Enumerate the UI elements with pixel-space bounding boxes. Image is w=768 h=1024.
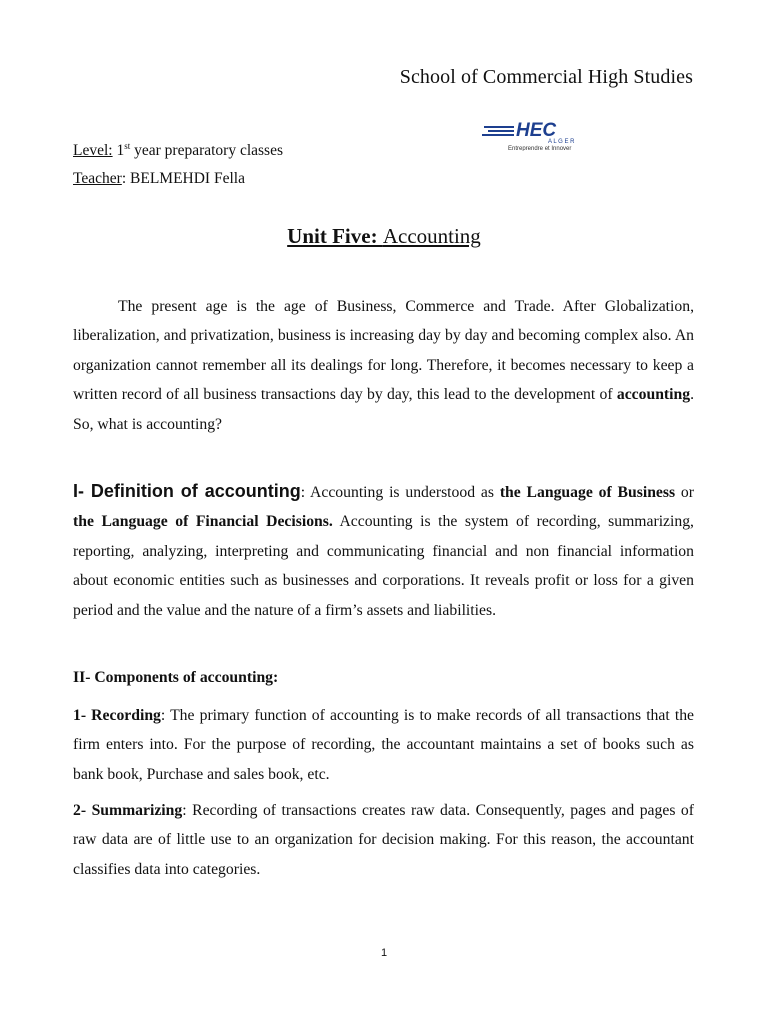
title-prefix: Unit Five: <box>287 224 383 248</box>
title-subject: Accounting <box>382 224 481 248</box>
page-number: 1 <box>380 947 388 959</box>
definition-paragraph <box>73 477 694 625</box>
school-name: School of Commercial High Studies <box>399 66 693 88</box>
definition-heading: I- Definition of accounting <box>73 481 301 501</box>
definition-text-2: or <box>675 484 694 501</box>
level-line <box>73 141 283 160</box>
recording-label: 1- Recording <box>73 707 161 724</box>
definition-bold-2: the Language of Financial Decisions. <box>73 513 333 531</box>
logo-tagline: Entreprendre et Innover <box>508 146 572 151</box>
definition-text-3: Accounting is the system of recording, summarizing, reporting, analyzing, interpreting and communicating financial and non financial information about economic entities such as businesses and corporations. It reveals profit or loss for a given period and the value and the nature of a firm’s assets and liabilities. <box>73 513 694 619</box>
hec-logo-icon <box>482 117 597 151</box>
intro-paragraph <box>73 292 694 439</box>
intro-text-2: . So, what is accounting? <box>73 386 694 433</box>
level-label: Level: <box>73 142 113 160</box>
summarizing-text: : Recording of transactions creates raw data. Consequently, pages and pages of raw data are of little use to an organization for decision making. For this reason, the accountant classifies data into categories. <box>73 802 695 878</box>
recording-paragraph <box>73 701 694 789</box>
intro-bold: accounting <box>616 386 691 404</box>
teacher-value: : BELMEHDI Fella <box>121 170 245 187</box>
definition-text-1: : Accounting is understood as <box>300 484 500 501</box>
components-heading: II- Components of accounting: <box>73 669 279 686</box>
level-number: 1 <box>116 142 125 160</box>
intro-text-1: The present age is the age of Business, Commerce and Trade. After Globalization, liberalization, and privatization, business is increasing day by day and becoming complex also. An organization cannot remember all its dealings for long. Therefore, it becomes necessary to keep a written record of all business transactions day by day, this lead to the development of <box>73 298 694 404</box>
definition-bold-1: the Language of Business <box>499 484 676 501</box>
level-sup: st <box>124 141 131 151</box>
teacher-line <box>73 170 245 188</box>
summarizing-paragraph <box>73 796 694 884</box>
recording-text: : The primary function of accounting is to make records of all transactions that the firm enters into. For the purpose of recording, the accountant maintains a set of books such as bank book, Purchase and sales book, etc. <box>73 707 695 783</box>
teacher-label: Teacher <box>73 170 122 187</box>
level-value: year preparatory classes <box>134 142 284 160</box>
logo-sub: A L G E R <box>548 139 575 145</box>
hec-logo <box>482 117 597 151</box>
page-title <box>0 224 768 249</box>
summarizing-label: 2- Summarizing <box>73 802 183 819</box>
logo-text: HEC <box>516 120 557 141</box>
